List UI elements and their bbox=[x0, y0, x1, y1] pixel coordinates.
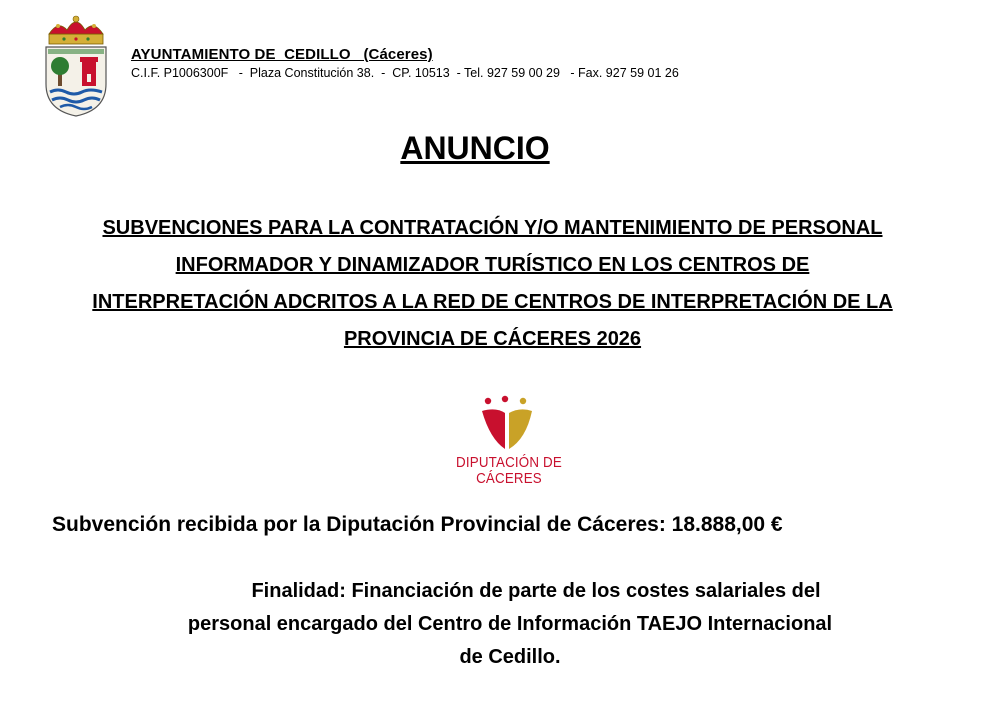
grant-purpose bbox=[140, 575, 880, 674]
announcement-subject bbox=[45, 210, 940, 358]
purpose-line: personal encargado del Centro de Información TAEJO Internacional bbox=[187, 613, 833, 635]
grant-amount: Subvención recibida por la Diputación Provincial de Cáceres: 18.888,00 € bbox=[52, 513, 783, 536]
subject-line: INTERPRETACIÓN ADCRITOS A LA RED DE CENTROS DE INTERPRETACIÓN DE LA bbox=[92, 291, 893, 313]
organization-contact: C.I.F. P1006300F - Plaza Constitución 38. - CP. 10513 - Tel. 927 59 00 29 - Fax. 927 59 01 26 bbox=[131, 66, 679, 80]
purpose-line bbox=[140, 575, 880, 608]
organization-name: AYUNTAMIENTO DE CEDILLO (Cáceres) bbox=[131, 46, 433, 63]
diputacion-emblem-icon bbox=[478, 395, 538, 451]
diputacion-logo bbox=[414, 395, 604, 487]
subject-line: SUBVENCIONES PARA LA CONTRATACIÓN Y/O MANTENIMIENTO DE PERSONAL bbox=[102, 217, 883, 239]
page-title: ANUNCIO bbox=[400, 130, 550, 166]
purpose-line: de Cedillo. bbox=[459, 646, 561, 668]
subject-line: INFORMADOR Y DINAMIZADOR TURÍSTICO EN LOS CENTROS DE bbox=[175, 254, 810, 276]
diputacion-name: DIPUTACIÓN DE CÁCERES bbox=[456, 455, 562, 487]
letterhead bbox=[131, 46, 679, 80]
municipal-coat-of-arms bbox=[40, 12, 112, 118]
subject-line: PROVINCIA DE CÁCERES 2026 bbox=[343, 328, 642, 350]
purpose-line-text: Finalidad: Financiación de parte de los costes salariales del bbox=[251, 580, 821, 602]
